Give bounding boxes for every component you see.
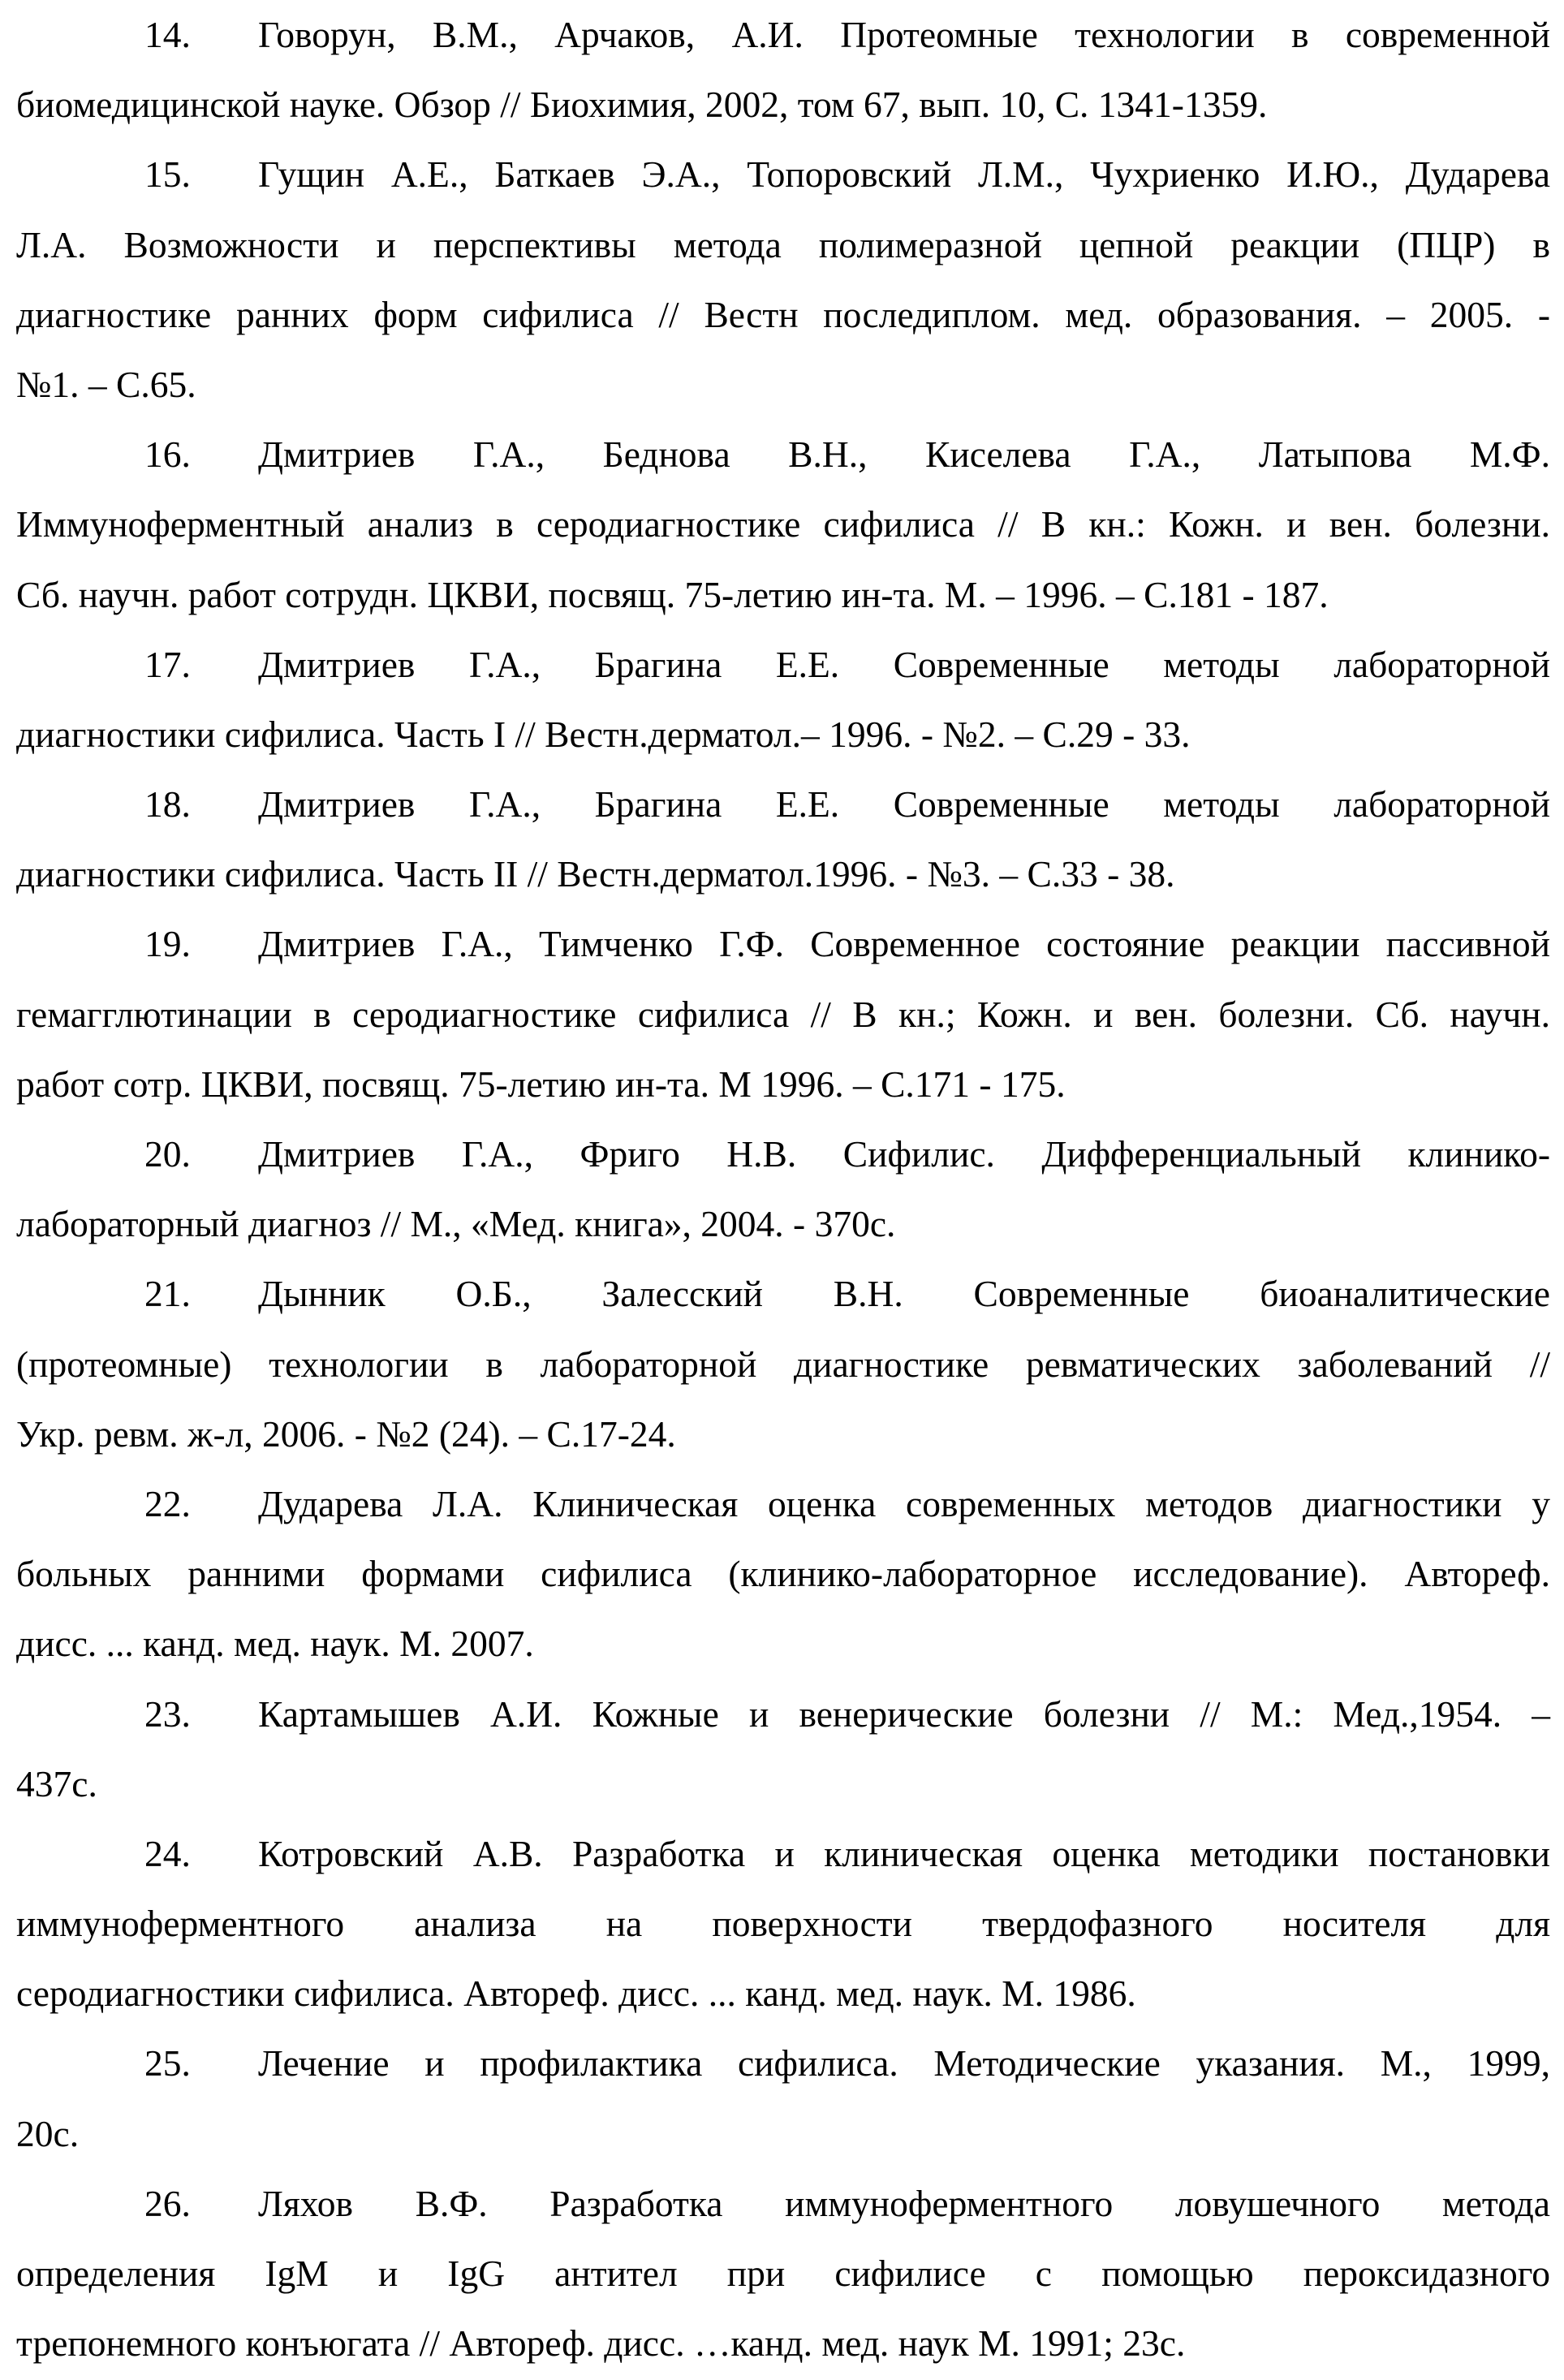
reference-number: 22. xyxy=(144,1469,258,1539)
reference-number: 18. xyxy=(144,770,258,839)
reference-number: 26. xyxy=(144,2169,258,2239)
reference-line: Сб. научн. работ сотрудн. ЦКВИ, посвящ. 75-летию ин-та. М. – 1996. – С.181 - 187. xyxy=(16,560,1550,630)
reference-line: иммуноферментного анализа на поверхности твердофазного носителя для xyxy=(16,1889,1550,1959)
reference-first-line xyxy=(16,0,1550,70)
reference-line: Л.А. Возможности и перспективы метода полимеразной цепной реакции (ПЦР) в xyxy=(16,210,1550,280)
reference-line: больных ранними формами сифилиса (клинико-лабораторное исследование). Автореф. xyxy=(16,1539,1550,1609)
reference-first-line xyxy=(16,420,1550,489)
reference-text: Дмитриев Г.А., Тимченко Г.Ф. Современное состояние реакции пассивной xyxy=(258,909,1550,979)
reference-entry xyxy=(16,1469,1550,1679)
reference-line: (протеомные) технологии в лабораторной диагностике ревматических заболеваний // xyxy=(16,1330,1550,1399)
reference-line: биомедицинской науке. Обзор // Биохимия, 2002, том 67, вып. 10, С. 1341-1359. xyxy=(16,70,1550,140)
reference-number: 23. xyxy=(144,1679,258,1749)
reference-first-line xyxy=(16,630,1550,700)
reference-text: Дударева Л.А. Клиническая оценка современных методов диагностики у xyxy=(258,1469,1550,1539)
reference-line: 437с. xyxy=(16,1749,1550,1819)
reference-entry xyxy=(16,0,1550,140)
reference-line: серодиагностики сифилиса. Автореф. дисс. ... канд. мед. наук. М. 1986. xyxy=(16,1959,1550,2029)
reference-entry xyxy=(16,1259,1550,1469)
reference-line: диагностики сифилиса. Часть II // Вестн.дерматол.1996. - №3. – С.33 - 38. xyxy=(16,839,1550,909)
reference-line: диагностики сифилиса. Часть I // Вестн.дерматол.– 1996. - №2. – С.29 - 33. xyxy=(16,700,1550,770)
reference-line: 20с. xyxy=(16,2099,1550,2169)
reference-line: №1. – С.65. xyxy=(16,350,1550,420)
reference-first-line xyxy=(16,140,1550,209)
reference-line: работ сотр. ЦКВИ, посвящ. 75-летию ин-та. М 1996. – С.171 - 175. xyxy=(16,1050,1550,1119)
reference-first-line xyxy=(16,2029,1550,2098)
reference-first-line xyxy=(16,2169,1550,2239)
reference-entry xyxy=(16,2169,1550,2379)
reference-first-line xyxy=(16,1469,1550,1539)
reference-line: Укр. ревм. ж-л, 2006. - №2 (24). – С.17-24. xyxy=(16,1399,1550,1469)
reference-entry xyxy=(16,2029,1550,2168)
reference-first-line xyxy=(16,909,1550,979)
reference-line: гемагглютинации в серодиагностике сифилиса // В кн.; Кожн. и вен. болезни. Сб. научн. xyxy=(16,980,1550,1050)
reference-number: 14. xyxy=(144,0,258,70)
reference-first-line xyxy=(16,1679,1550,1749)
reference-line: диагностике ранних форм сифилиса // Вестн последиплом. мед. образования. – 2005. - xyxy=(16,280,1550,350)
reference-first-line xyxy=(16,770,1550,839)
reference-first-line xyxy=(16,1819,1550,1889)
reference-line: дисс. ... канд. мед. наук. М. 2007. xyxy=(16,1609,1550,1679)
reference-line: лабораторный диагноз // М., «Мед. книга», 2004. - 370с. xyxy=(16,1189,1550,1259)
reference-number: 20. xyxy=(144,1119,258,1189)
reference-number: 19. xyxy=(144,909,258,979)
reference-text: Дмитриев Г.А., Фриго Н.В. Сифилис. Дифференциальный клинико- xyxy=(258,1119,1550,1189)
reference-entry xyxy=(16,770,1550,909)
reference-number: 17. xyxy=(144,630,258,700)
reference-line: определения IgM и IgG антител при сифилисе с помощью пероксидазного xyxy=(16,2239,1550,2309)
reference-entry xyxy=(16,1819,1550,2029)
reference-entry xyxy=(16,420,1550,630)
reference-text: Дынник О.Б., Залесский В.Н. Современные биоаналитические xyxy=(258,1259,1550,1329)
reference-text: Ляхов В.Ф. Разработка иммуноферментного ловушечного метода xyxy=(258,2169,1550,2239)
reference-text: Говорун, В.М., Арчаков, А.И. Протеомные технологии в современной xyxy=(258,0,1550,70)
reference-entry xyxy=(16,140,1550,420)
reference-line: трепонемного конъюгата // Автореф. дисс. …канд. мед. наук М. 1991; 23с. xyxy=(16,2309,1550,2378)
reference-number: 21. xyxy=(144,1259,258,1329)
reference-number: 16. xyxy=(144,420,258,489)
reference-text: Дмитриев Г.А., Брагина Е.Е. Современные методы лабораторной xyxy=(258,630,1550,700)
reference-number: 24. xyxy=(144,1819,258,1889)
reference-list xyxy=(16,0,1550,2378)
reference-line: Иммуноферментный анализ в серодиагностике сифилиса // В кн.: Кожн. и вен. болезни. xyxy=(16,489,1550,559)
reference-number: 25. xyxy=(144,2029,258,2098)
reference-text: Дмитриев Г.А., Брагина Е.Е. Современные методы лабораторной xyxy=(258,770,1550,839)
reference-entry xyxy=(16,630,1550,770)
reference-entry xyxy=(16,909,1550,1119)
reference-text: Дмитриев Г.А., Беднова В.Н., Киселева Г.А., Латыпова М.Ф. xyxy=(258,420,1550,489)
reference-text: Котровский А.В. Разработка и клиническая оценка методики постановки xyxy=(258,1819,1550,1889)
reference-text: Лечение и профилактика сифилиса. Методические указания. М., 1999, xyxy=(258,2029,1550,2098)
reference-first-line xyxy=(16,1119,1550,1189)
reference-text: Картамышев А.И. Кожные и венерические болезни // М.: Мед.,1954. – xyxy=(258,1679,1550,1749)
reference-entry xyxy=(16,1119,1550,1259)
reference-entry xyxy=(16,1679,1550,1819)
reference-number: 15. xyxy=(144,140,258,209)
reference-first-line xyxy=(16,1259,1550,1329)
reference-text: Гущин А.Е., Баткаев Э.А., Топоровский Л.М., Чухриенко И.Ю., Дударева xyxy=(258,140,1550,209)
